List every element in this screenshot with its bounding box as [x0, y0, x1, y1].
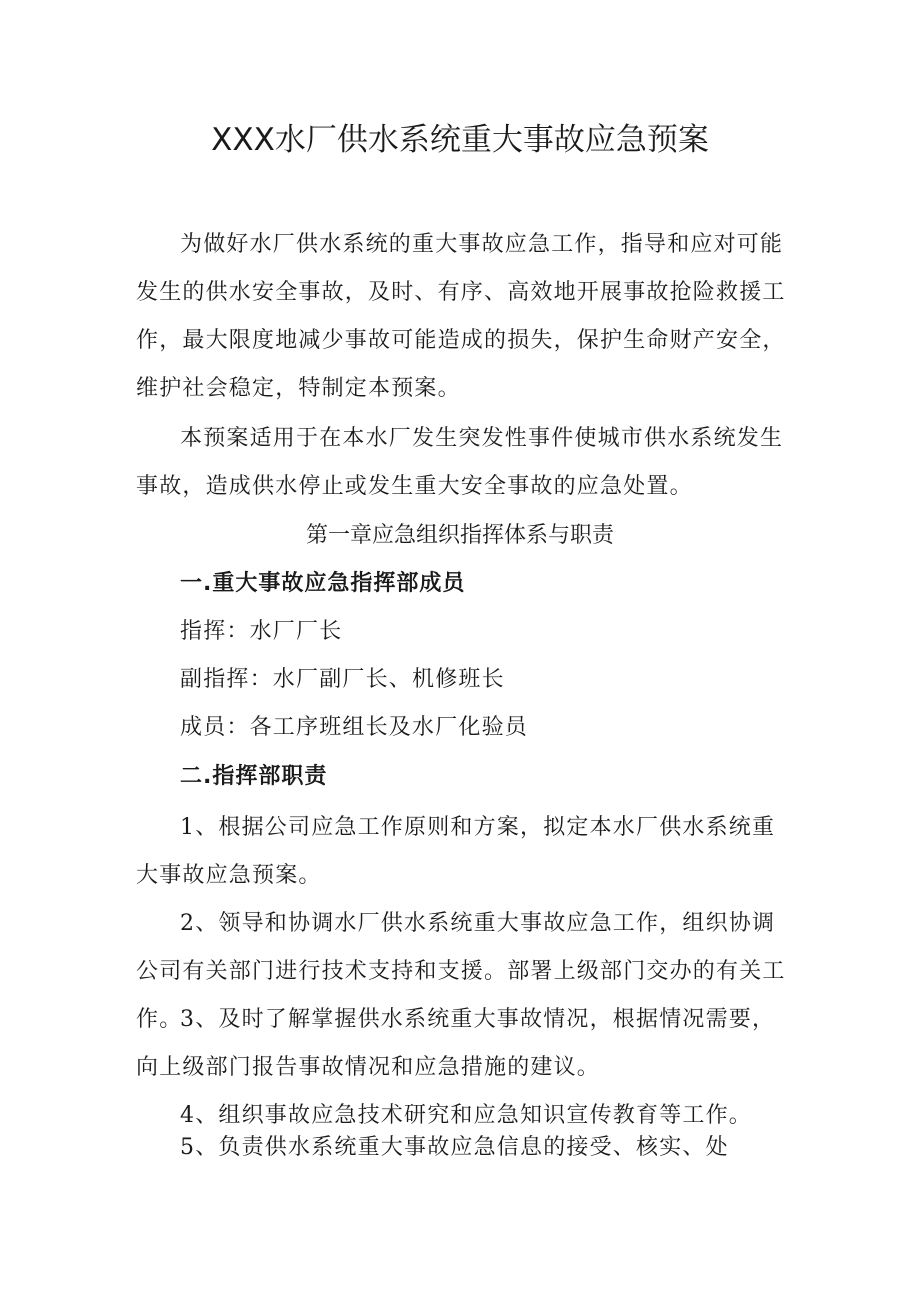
section-1-heading: 一.重大事故应急指挥部成员 — [180, 571, 466, 596]
member-staff: 成员：各工序班组长及水厂化验员 — [180, 715, 529, 740]
document-title: XXX水厂供水系统重大事故应急预案 — [211, 122, 709, 158]
duty-item-4: 4、组织事故应急技术研究和应急知识宣传教育等工作。 — [180, 1103, 752, 1128]
intro-paragraph-2: 本预案适用于在本水厂发生突发性事件使城市供水系统发生事故，造成供水停止或发生重大安全事故的应急处置。 — [136, 426, 784, 499]
member-deputy-commander: 副指挥：水厂副厂长、机修班长 — [180, 667, 505, 692]
intro-paragraph-1: 为做好水厂供水系统的重大事故应急工作，指导和应对可能发生的供水安全事故，及时、有序、高效地开展事故抢险救援工作，最大限度地减少事故可能造成的损失，保护生命财产安全，维护社会稳定，特制定本预案。 — [136, 232, 786, 401]
duty-item-3: 3、及时了解掌握供水系统重大事故情况，根据情况需要，向上级部门报告事故情况和应急措施的建议。 — [136, 1007, 776, 1080]
section-2-heading: 二.指挥部职责 — [180, 764, 328, 789]
duty-item-2: 2、领导和协调水厂供水系统重大事故应急工作，组织协调公司有关部门进行技术支持和支援。部署上级部门交办的有关工作。 — [136, 911, 786, 1032]
duty-item-5: 5、负责供水系统重大事故应急信息的接受、核实、处 — [180, 1135, 729, 1160]
duty-item-1: 1、根据公司应急工作原则和方案，拟定本水厂供水系统重大事故应急预案。 — [136, 815, 776, 888]
chapter-1-title: 第一章应急组织指挥体系与职责 — [305, 523, 614, 548]
member-commander: 指挥：水厂厂长 — [180, 619, 343, 644]
